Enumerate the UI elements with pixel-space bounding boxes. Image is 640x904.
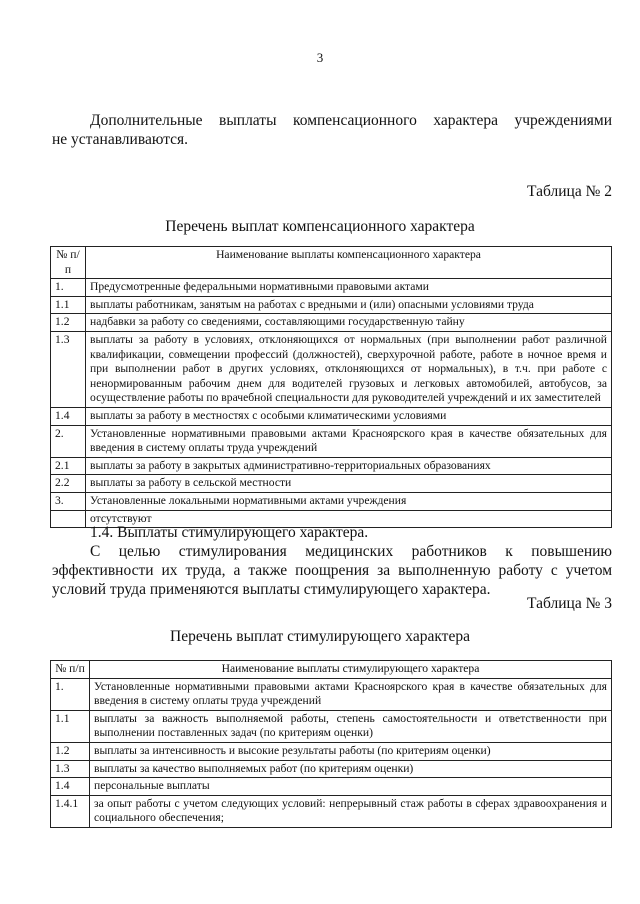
row-number: 1.3 <box>51 760 90 778</box>
row-text: за опыт работы с учетом следующих условий: непрерывный стаж работы в сферах здравоохранения и социального обеспечения; <box>90 795 612 827</box>
table-row <box>51 296 612 314</box>
row-text: выплаты за работу в закрытых административно-территориальных образованиях <box>86 457 612 475</box>
table-row <box>51 778 612 796</box>
row-number: 1.2 <box>51 742 90 760</box>
row-number: 1.4.1 <box>51 795 90 827</box>
table2-header-num: № п/п <box>51 247 86 279</box>
table-row <box>51 710 612 742</box>
row-number: 2.1 <box>51 457 86 475</box>
row-number: 1.4 <box>51 778 90 796</box>
intro-line-1-text: Дополнительные выплаты компенсационного характера учреждениями <box>90 112 612 129</box>
table3-label: Таблица № 3 <box>527 595 612 612</box>
row-text: выплаты за важность выполняемой работы, степень самостоятельности и ответственности при выполнении поставленных задач (по критериям оценки) <box>90 710 612 742</box>
row-number: 1.2 <box>51 314 86 332</box>
row-number: 1. <box>51 279 86 297</box>
row-number <box>51 510 86 528</box>
section-heading-stimulating: 1.4. Выплаты стимулирующего характера. <box>90 524 369 541</box>
table3-header-name: Наименование выплаты стимулирующего характера <box>90 661 612 679</box>
row-text: выплаты за интенсивность и высокие результаты работы (по критериям оценки) <box>90 742 612 760</box>
page-number: 3 <box>316 50 324 65</box>
row-number: 1.4 <box>51 407 86 425</box>
stim-paragraph: С целью стимулирования медицинских работников к повышению эффективности их труда, а также поощрения за выполненную работу с учетом условий труда применяются выплаты стимулирующего характера. <box>52 543 612 598</box>
table-row <box>51 760 612 778</box>
row-number: 1.1 <box>51 296 86 314</box>
table-row <box>51 425 612 457</box>
row-text: выплаты за работу в местностях с особыми климатическими условиями <box>86 407 612 425</box>
row-number: 3. <box>51 492 86 510</box>
row-text: персональные выплаты <box>90 778 612 796</box>
row-text: выплаты за работу в сельской местности <box>86 475 612 493</box>
row-text: Установленные нормативными правовыми актами Красноярского края в качестве обязательных для введения в систему оплаты труда учреждений <box>90 678 612 710</box>
table-row <box>51 742 612 760</box>
row-text: отсутствуют <box>86 510 612 528</box>
table3-stimulating-payments <box>50 660 612 828</box>
table-row <box>51 475 612 493</box>
row-text: надбавки за работу со сведениями, составляющими государственную тайну <box>86 314 612 332</box>
table-row <box>51 331 612 407</box>
table-row <box>51 457 612 475</box>
row-text: Предусмотренные федеральными нормативными правовыми актами <box>86 279 612 297</box>
table-row <box>51 279 612 297</box>
table3-title: Перечень выплат стимулирующего характера <box>170 628 470 645</box>
row-number: 2. <box>51 425 86 457</box>
table2-title: Перечень выплат компенсационного характера <box>165 218 475 235</box>
row-number: 1.1 <box>51 710 90 742</box>
row-number: 1. <box>51 678 90 710</box>
row-text: выплаты за качество выполняемых работ (по критериям оценки) <box>90 760 612 778</box>
row-number: 1.3 <box>51 331 86 407</box>
table-row <box>51 795 612 827</box>
table-row <box>51 492 612 510</box>
table2-label: Таблица № 2 <box>527 183 612 200</box>
table3-header-row <box>51 661 612 679</box>
row-text: Установленные локальными нормативными актами учреждения <box>86 492 612 510</box>
table-row <box>51 314 612 332</box>
table3-header-num: № п/п <box>51 661 90 679</box>
table2-compensation-payments <box>50 246 612 528</box>
row-text: Установленные нормативными правовыми актами Красноярского края в качестве обязательных для введения в систему оплаты труда учреждений <box>86 425 612 457</box>
table-row <box>51 678 612 710</box>
intro-paragraph-line-2: не устанавливаются. <box>52 131 189 148</box>
table2-header-row <box>51 247 612 279</box>
intro-paragraph-line-1 <box>90 111 612 130</box>
row-number: 2.2 <box>51 475 86 493</box>
row-text: выплаты за работу в условиях, отклоняющихся от нормальных (при выполнении работ различной квалификации, совмещении профессий (должностей), сверхурочной работе, работе в ночное время и при выполнении работ в других условиях, отклоняющихся от нормальных), в т.ч. при работе с ненормированным рабочим днем для водителей грузовых и легковых автомобилей, автобусов, за осуществление работы по врачебной специальности для руководителей учреждений и их заместителей <box>86 331 612 407</box>
table2-header-name: Наименование выплаты компенсационного характера <box>86 247 612 279</box>
table-row <box>51 407 612 425</box>
row-text: выплаты работникам, занятым на работах с вредными и (или) опасными условиями труда <box>86 296 612 314</box>
